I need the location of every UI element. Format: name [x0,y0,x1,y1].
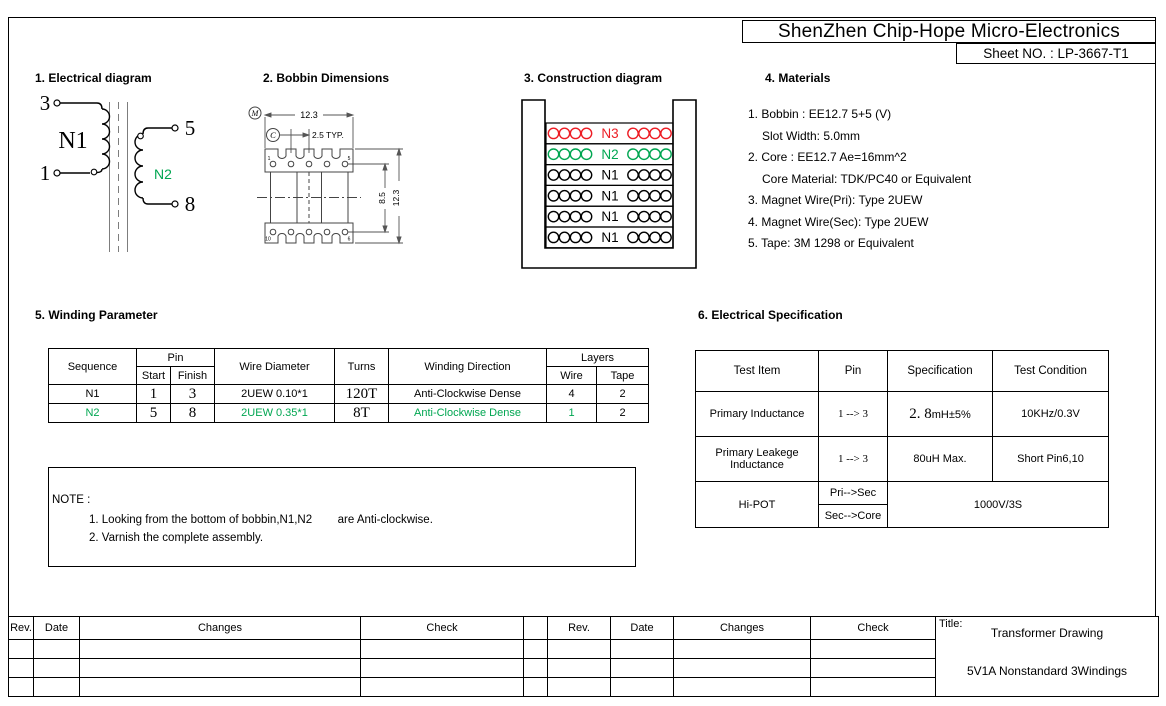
pin-label-5: 5 [184,116,196,140]
title-label: Title: [939,618,963,630]
winding-row-label: N1 [601,188,619,204]
materials-list [748,104,971,255]
electrical-spec-table [695,350,1109,528]
datum-c: C [270,130,276,140]
title-block [936,617,1159,697]
col-check-left: Check [361,617,524,640]
empty-cell [611,659,674,678]
bobbin-dimension-drawing [243,93,420,265]
empty-cell [811,678,936,697]
winding-row-n1 [546,185,673,206]
empty-cell [811,640,936,659]
col-changes-right: Changes [674,617,811,640]
terminal-pin3 [54,100,60,106]
revision-header-row [9,617,1159,640]
pin-label-3: 3 [39,91,51,115]
col-direction: Winding Direction [389,349,547,385]
spec-row-hipot-a [696,482,1109,505]
cell-layers-wire: 4 [547,385,597,404]
pin-number-10: 10 [265,236,271,243]
cell-wire-diameter: 2UEW 0.35*1 [215,404,335,423]
sheet-number-box [956,43,1156,64]
col-layers-tape: Tape [597,367,649,385]
winding-row-n1 [546,227,673,248]
empty-cell [674,678,811,697]
col-rev-left: Rev. [9,617,34,640]
cell-specification [888,392,993,437]
materials-item: 2. Core : EE12.7 Ae=16mm^2 [748,150,907,164]
revision-table [8,616,1159,697]
cell-pin-pri-sec: Pri-->Sec [819,482,888,505]
cell-pin-sec-core: Sec-->Core [819,505,888,528]
winding-row-n1 [546,206,673,227]
spec-row-primary-inductance [696,392,1109,437]
winding-row-label: N3 [601,126,619,141]
col-pin: Pin [137,349,215,367]
secondary-label: N2 [154,166,172,182]
cell-turns: 120T [335,385,389,404]
empty-cell [674,659,811,678]
cell-direction: Anti-Clockwise Dense [389,385,547,404]
section-title-electrical: 1. Electrical diagram [35,71,152,85]
datum-m: M [251,109,259,118]
section-title-spec: 6. Electrical Specification [698,308,843,322]
cell-layers-tape: 2 [597,404,649,423]
pin-label-8: 8 [184,192,196,216]
winding-row-label: N1 [601,167,619,183]
empty-cell [361,678,524,697]
col-changes-left: Changes [80,617,361,640]
col-date-right: Date [611,617,674,640]
cell-test-condition: 10KHz/0.3V [993,392,1109,437]
winding-parameter-table [48,348,649,423]
winding-start-dot [138,133,144,139]
note-item-2: 2. Varnish the complete assembly. [89,532,264,544]
cell-pin: 1 --> 3 [819,392,888,437]
cell-turns: 8T [335,404,389,423]
materials-item: 5. Tape: 3M 1298 or Equivalent [748,236,914,250]
note-box [48,467,636,567]
cell-layers-tape: 2 [597,385,649,404]
materials-item: 4. Magnet Wire(Sec): Type 2UEW [748,214,929,229]
section-title-materials: 4. Materials [765,71,831,85]
drawing-subtitle: 5V1A Nonstandard 3Windings [966,664,1128,678]
cell-finish: 3 [171,385,215,404]
materials-item: 3. Magnet Wire(Pri): Type 2UEW [748,193,923,207]
terminal-pin8 [172,201,178,207]
empty-cell [611,678,674,697]
materials-item: Slot Width: 5.0mm [762,128,861,143]
empty-cell [34,659,80,678]
materials-item: 1. Bobbin : EE12.7 5+5 (V) [748,107,892,121]
empty-cell [34,640,80,659]
col-sequence: Sequence [49,349,137,385]
col-layers: Layers [547,349,649,367]
winding-row-label: N1 [601,230,619,245]
col-rev-right: Rev. [548,617,611,640]
empty-cell [548,678,611,697]
empty-cell [611,640,674,659]
company-name: ShenZhen Chip-Hope Micro-Electronics [778,20,1120,42]
dim-width: 12.3 [300,110,318,120]
cell-hipot-spec: 1000V/3S [888,482,1109,528]
cell-test-item: Primary Leakege Inductance [696,437,819,482]
winding-row-n1 [49,385,649,404]
section-title-construction: 3. Construction diagram [524,71,663,85]
cell-specification: 80uH Max. [888,437,993,482]
electrical-diagram [20,82,240,277]
spec-header-row [696,351,1109,392]
sheet-number: Sheet NO. : LP-3667-T1 [983,46,1129,61]
spec-row-leakage-inductance [696,437,1109,482]
terminal-pin1 [54,170,60,176]
construction-diagram [515,90,710,275]
col-wire-diameter: Wire Diameter [215,349,335,385]
col-start: Start [137,367,171,385]
col-check-right: Check [811,617,936,640]
dim-height: 12.3 [391,189,401,207]
empty-cell [34,678,80,697]
spec-unit: mH±5% [931,408,971,421]
winding-header-row-1 [49,349,649,367]
empty-cell [9,640,34,659]
pin-number-6: 6 [347,236,351,243]
col-finish: Finish [171,367,215,385]
col-date-left: Date [34,617,80,640]
col-pin: Pin [819,351,888,392]
col-test-condition: Test Condition [993,351,1109,392]
cell-pin: 1 --> 3 [819,437,888,482]
empty-cell [80,640,361,659]
winding-row-n2 [49,404,649,423]
pin-label-1: 1 [39,161,51,185]
empty-cell [811,659,936,678]
empty-cell [524,678,548,697]
empty-cell [9,659,34,678]
empty-cell [80,678,361,697]
empty-cell [548,640,611,659]
materials-item: Core Material: TDK/PC40 or Equivalent [762,171,972,186]
col-test-item: Test Item [696,351,819,392]
spec-value: 2. 8 [909,405,932,422]
cell-wire-diameter: 2UEW 0.10*1 [215,385,335,404]
company-title-box [742,20,1156,43]
winding-row-label: N2 [601,146,619,162]
dim-pin-span: 8.5 [377,192,387,204]
empty-cell [524,659,548,678]
cell-start: 1 [137,385,171,404]
pin-number-1: 1 [267,156,271,162]
note-item-1: 1. Looking from the bottom of bobbin,N1,N2 are Anti-clockwise. [89,514,433,526]
cell-finish: 8 [171,404,215,423]
cell-test-item: Hi-POT [696,482,819,528]
drawing-title: Transformer Drawing [990,626,1104,640]
cell-direction: Anti-Clockwise Dense [389,404,547,423]
winding-row-n2 [546,144,673,165]
note-title: NOTE : [52,494,91,506]
winding-row-n3 [546,123,673,144]
col-layers-wire: Wire [547,367,597,385]
cell-start: 5 [137,404,171,423]
empty-cell [80,659,361,678]
cell-sequence: N1 [49,385,137,404]
pin-number-5: 5 [347,156,351,162]
dim-pitch: 2.5 TYP. [312,130,344,140]
col-turns: Turns [335,349,389,385]
empty-cell [524,640,548,659]
section-title-winding: 5. Winding Parameter [35,308,158,322]
cell-sequence: N2 [49,404,137,423]
cell-test-condition: Short Pin6,10 [993,437,1109,482]
core-lines [110,102,128,252]
winding-row-n1 [546,165,673,186]
empty-cell [674,640,811,659]
empty-cell [361,659,524,678]
empty-cell [9,678,34,697]
primary-label: N1 [58,128,88,154]
col-specification: Specification [888,351,993,392]
cell-test-item: Primary Inductance [696,392,819,437]
terminal-pin5 [172,125,178,131]
empty-cell [361,640,524,659]
section-title-bobbin: 2. Bobbin Dimensions [263,71,390,85]
winding-row-label: N1 [601,209,619,225]
cell-layers-wire: 1 [547,404,597,423]
spacer-cell [524,617,548,640]
empty-cell [548,659,611,678]
winding-start-dot [91,169,97,175]
